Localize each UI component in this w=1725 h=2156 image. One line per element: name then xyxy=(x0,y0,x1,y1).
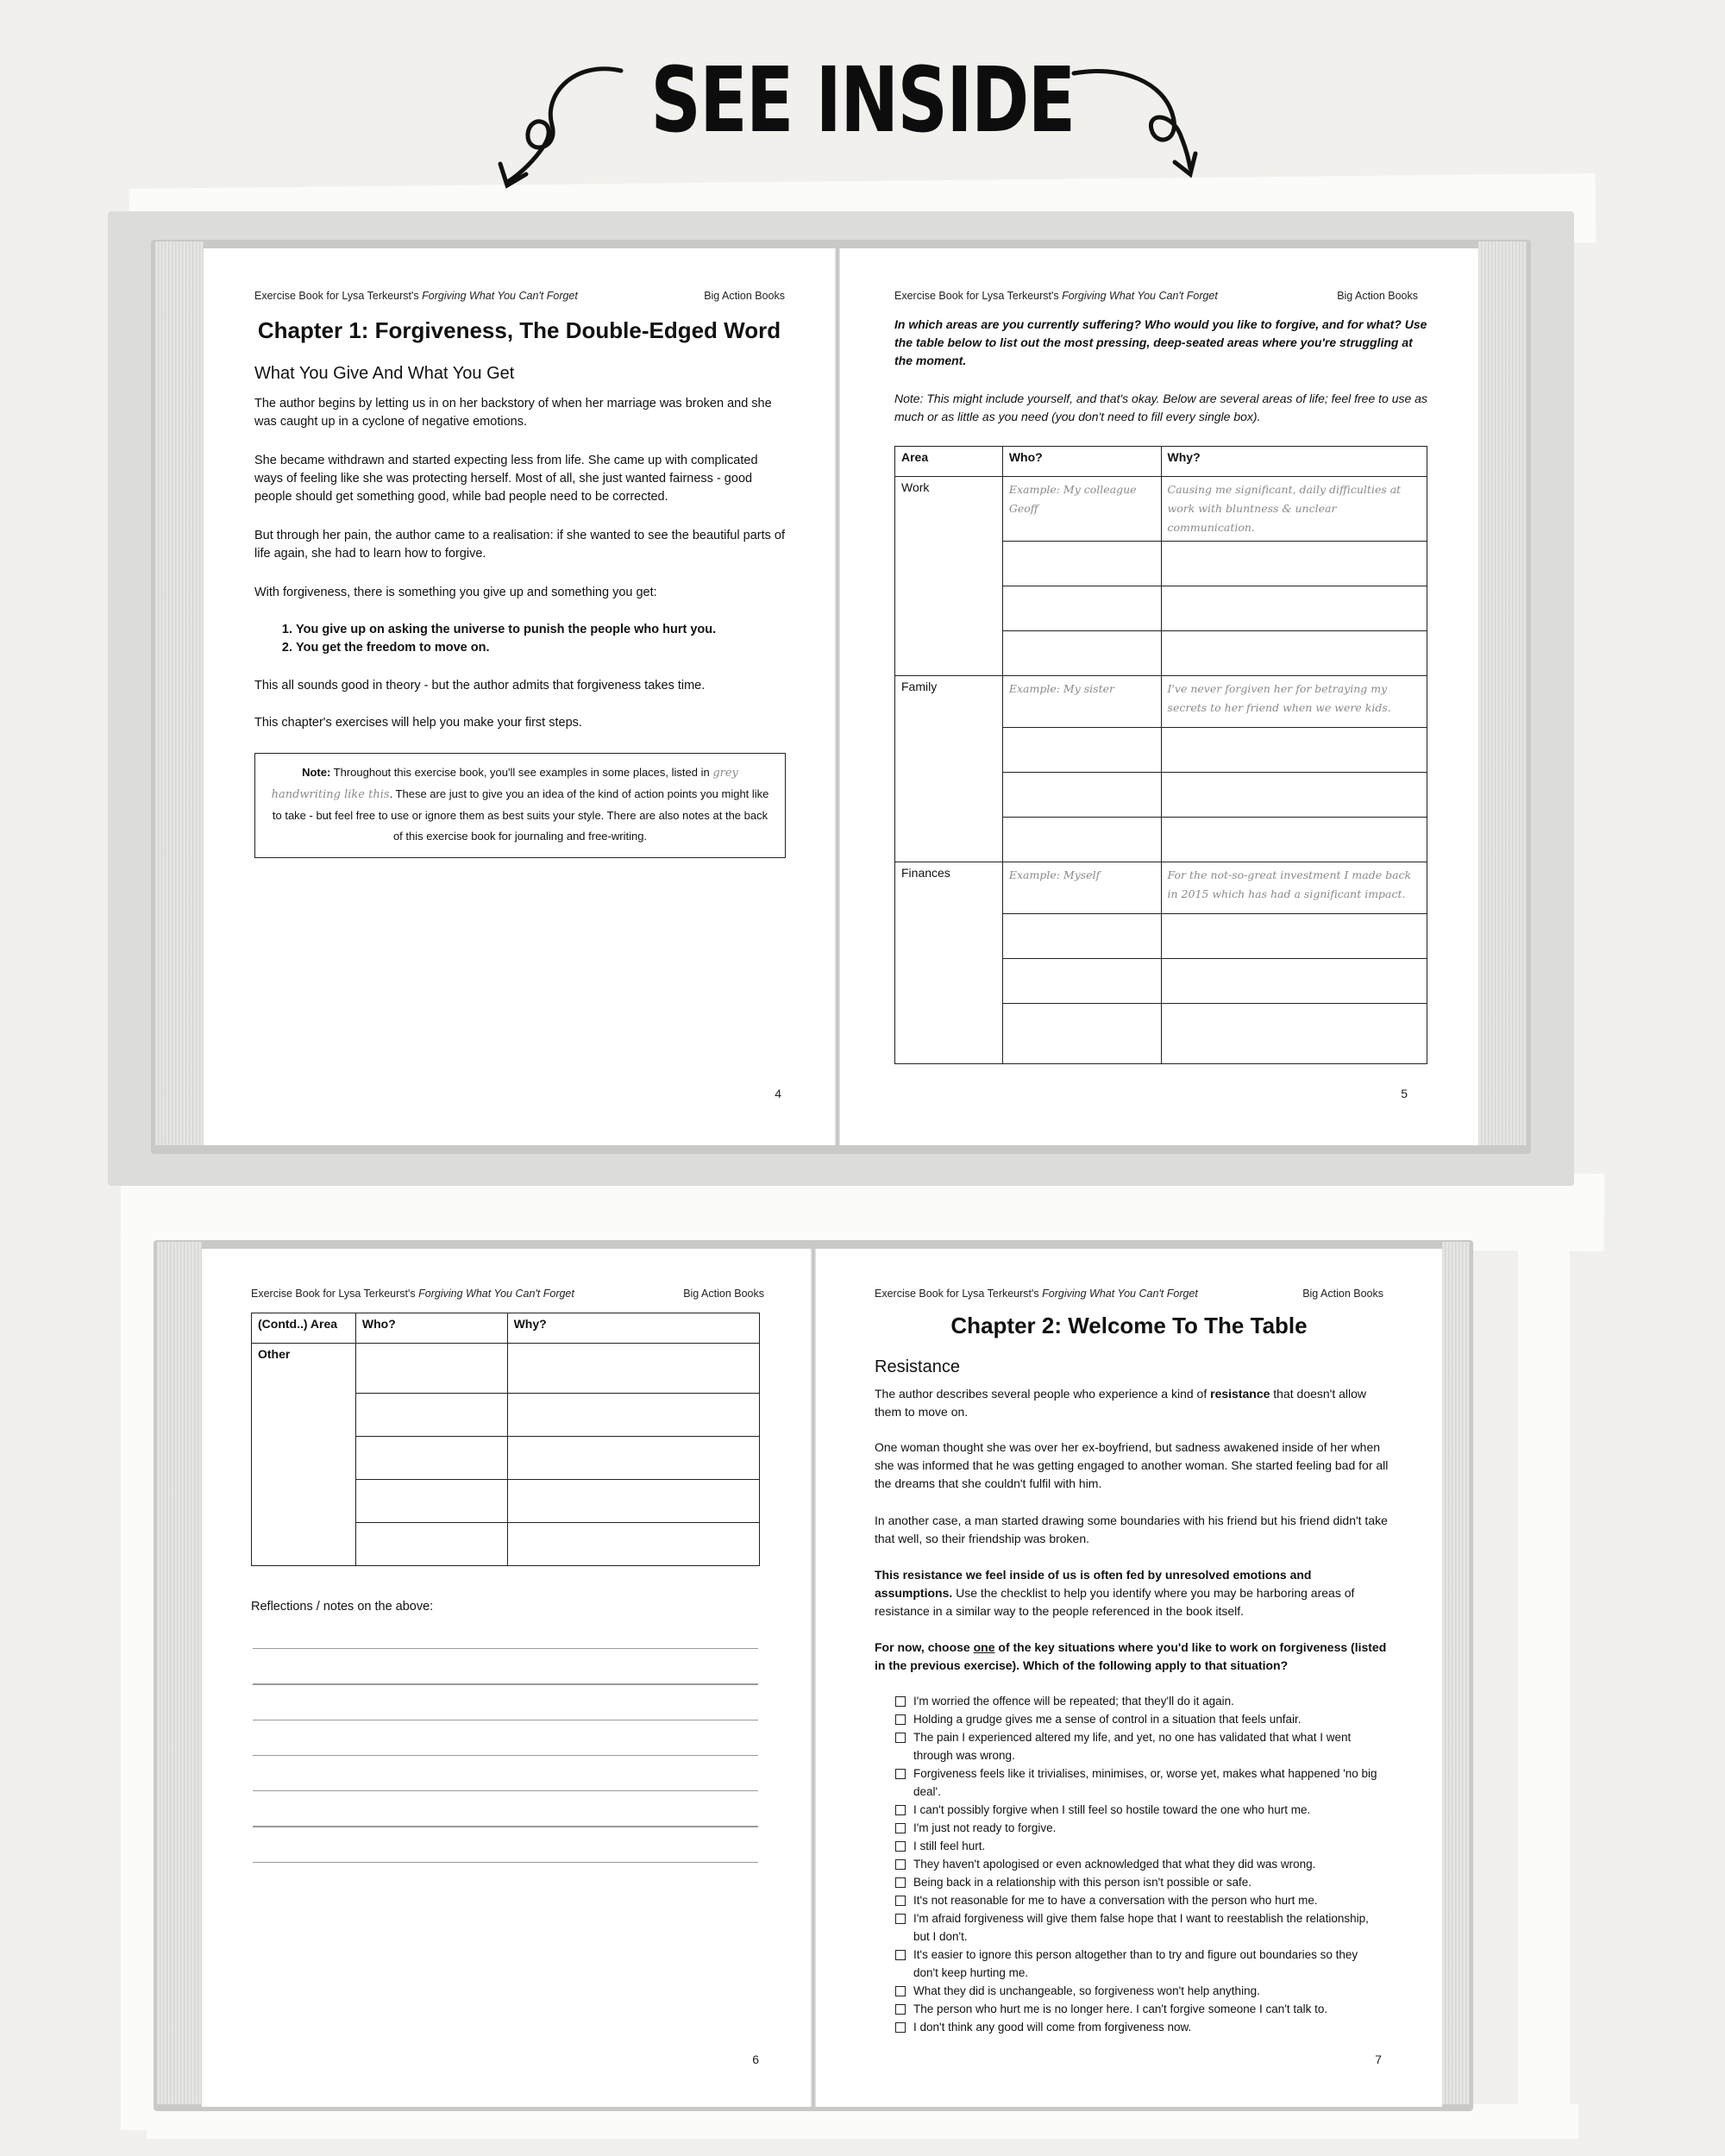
checkbox[interactable] xyxy=(895,1896,906,1906)
writing-line[interactable] xyxy=(253,1790,758,1791)
section-heading: Resistance xyxy=(875,1357,960,1376)
see-inside-title: SEE INSIDE xyxy=(650,47,1075,153)
publisher-header: Big Action Books xyxy=(1302,1288,1383,1300)
page-number: 7 xyxy=(1375,2053,1382,2066)
writing-line[interactable] xyxy=(253,1648,758,1649)
checklist-item[interactable]: I'm worried the offence will be repeated; that they'll do it again. xyxy=(895,1692,1378,1710)
running-header: Exercise Book for Lysa Terkeurst's Forgiving What You Can't Forget xyxy=(251,1288,574,1300)
checkbox[interactable] xyxy=(895,2004,906,2015)
why-cell[interactable] xyxy=(507,1394,759,1437)
forgiveness-table xyxy=(894,446,1427,1064)
writing-line[interactable] xyxy=(253,1683,758,1684)
checklist-item[interactable]: I don't think any good will come from forgiveness now. xyxy=(895,2018,1378,2036)
why-cell[interactable] xyxy=(1161,1004,1427,1064)
why-cell[interactable] xyxy=(1161,542,1427,586)
why-cell[interactable] xyxy=(507,1437,759,1480)
paragraph: In another case, a man started drawing some boundaries with his friend but his friend didn't take that well, so their friendship was broken. xyxy=(875,1514,1388,1545)
who-cell[interactable] xyxy=(1002,728,1161,773)
checklist-item[interactable]: They haven't apologised or even acknowledged that what they did was wrong. xyxy=(895,1855,1378,1873)
numbered-list xyxy=(254,621,789,657)
page-edges-left xyxy=(157,1242,202,2104)
list-item: 1. You give up on asking the universe to punish the people who hurt you. xyxy=(296,621,789,639)
why-cell[interactable] xyxy=(507,1523,759,1566)
publisher-header: Big Action Books xyxy=(683,1288,764,1300)
who-cell[interactable] xyxy=(1002,914,1161,959)
page-5 xyxy=(840,248,1478,1145)
checklist-item[interactable]: Holding a grudge gives me a sense of control in a situation that feels unfair. xyxy=(895,1710,1378,1728)
who-cell[interactable]: Example: My sister xyxy=(1002,676,1161,728)
checkbox[interactable] xyxy=(895,1914,906,1924)
why-cell[interactable]: I've never forgiven her for betraying my secrets to her friend when we were kids. xyxy=(1161,676,1427,728)
resistance-checklist xyxy=(895,1692,1378,2036)
checklist-item[interactable]: The person who hurt me is no longer here. I can't forgive someone I can't talk to. xyxy=(895,2000,1378,2018)
table-row xyxy=(895,477,1427,542)
checkbox[interactable] xyxy=(895,1733,906,1743)
who-cell[interactable] xyxy=(1002,586,1161,631)
who-cell[interactable]: Example: Myself xyxy=(1002,862,1161,914)
writing-line[interactable] xyxy=(253,1862,758,1863)
who-cell[interactable] xyxy=(355,1344,507,1394)
checkbox[interactable] xyxy=(895,1841,906,1852)
checkbox[interactable] xyxy=(895,1823,906,1833)
table-row xyxy=(895,676,1427,728)
checklist-item[interactable]: I'm afraid forgiveness will give them false hope that I want to reestablish the relationship, but I don't. xyxy=(895,1909,1378,1946)
table-header-row xyxy=(895,447,1427,477)
column-header: Who? xyxy=(1002,447,1161,477)
checkbox[interactable] xyxy=(895,1714,906,1725)
who-cell[interactable] xyxy=(355,1394,507,1437)
paragraph: This all sounds good in theory - but the author admits that forgiveness takes time. xyxy=(254,679,706,693)
who-cell[interactable] xyxy=(1002,818,1161,862)
page-4 xyxy=(204,248,835,1145)
paragraph: The author describes several people who experience a kind of resistance that doesn't allow them to move on. xyxy=(875,1387,1367,1419)
publisher-header: Big Action Books xyxy=(1337,290,1418,302)
why-cell[interactable] xyxy=(1161,959,1427,1004)
page-edges-right xyxy=(1478,241,1527,1145)
checkbox[interactable] xyxy=(895,1696,906,1707)
handwriting-sample: grey handwriting like this xyxy=(271,767,738,801)
paragraph: The author begins by letting us in on her backstory of when her marriage was broken and she was caught up in a cyclone of negative emotions. xyxy=(254,397,772,429)
area-cell: Other xyxy=(252,1344,356,1566)
page-number: 6 xyxy=(752,2053,759,2066)
checklist-item[interactable]: Being back in a relationship with this person isn't possible or safe. xyxy=(895,1873,1378,1891)
checkbox[interactable] xyxy=(895,2022,906,2033)
writing-line[interactable] xyxy=(253,1755,758,1756)
checklist-item[interactable]: I can't possibly forgive when I still feel so hostile toward the one who hurt me. xyxy=(895,1801,1378,1819)
writing-line[interactable] xyxy=(253,1826,758,1827)
why-cell[interactable] xyxy=(1161,914,1427,959)
table-header-row xyxy=(252,1313,760,1344)
page-edges-right xyxy=(1442,1242,1470,2104)
paragraph: One woman thought she was over her ex-boyfriend, but sadness awakened inside of her when she was informed that he was getting engaged to another woman. She started feeling bad for all the dreams that she couldn't fulfil with him. xyxy=(875,1440,1389,1490)
section-heading: What You Give And What You Get xyxy=(254,364,515,383)
exercise-question: In which areas are you currently suffering? Who would you like to forgive, and for what? Use the table below to list out the most pressing, deep-seated areas where you're struggling at the moment. xyxy=(894,317,1427,367)
running-header: Exercise Book for Lysa Terkeurst's Forgiving What You Can't Forget xyxy=(254,290,578,302)
why-cell[interactable] xyxy=(507,1480,759,1523)
paragraph: For now, choose one of the key situations where you'd like to work on forgiveness (listed in the previous exercise). Which of the following apply to that situation? xyxy=(875,1640,1387,1672)
reflection-label: Reflections / notes on the above: xyxy=(251,1600,434,1614)
paragraph: With forgiveness, there is something you give up and something you get: xyxy=(254,586,657,599)
why-cell[interactable] xyxy=(1161,773,1427,818)
who-cell[interactable] xyxy=(355,1480,507,1523)
why-cell[interactable]: For the not-so-great investment I made back in 2015 which has had a significant impact. xyxy=(1161,862,1427,914)
page-7 xyxy=(816,1249,1442,2107)
why-cell[interactable]: Causing me significant, daily difficulties at work with bluntness & unclear communication. xyxy=(1161,477,1427,542)
checkbox[interactable] xyxy=(895,1805,906,1815)
checkbox[interactable] xyxy=(895,1859,906,1870)
curly-arrow-right-icon xyxy=(1070,60,1199,190)
checklist-item[interactable]: I'm just not ready to forgive. xyxy=(895,1819,1378,1837)
why-cell[interactable] xyxy=(1161,631,1427,676)
checklist-item[interactable]: Forgiveness feels like it trivialises, minimises, or, worse yet, makes what happened 'no big deal'. xyxy=(895,1764,1378,1801)
area-cell: Finances xyxy=(895,862,1003,1064)
table-row xyxy=(252,1344,760,1394)
checklist-item[interactable]: I still feel hurt. xyxy=(895,1837,1378,1855)
note-box: Note: Throughout this exercise book, you'll see examples in some places, listed in grey handwriting like this. These are just to give you an idea of the kind of action points you might like to take - but feel free to use or ignore them as best suits your style. There are also notes at the back of this exercise book for journaling and free-writing. xyxy=(254,753,786,858)
paragraph: She became withdrawn and started expecting less from life. She came up with complicated ways of feeling like she was protecting herself. Most of all, she just wanted fairness - good people should get something good, while bad people need to be corrected. xyxy=(254,454,758,504)
checkbox[interactable] xyxy=(895,1769,906,1779)
checkbox[interactable] xyxy=(895,1986,906,1996)
running-header: Exercise Book for Lysa Terkeurst's Forgiving What You Can't Forget xyxy=(875,1288,1198,1300)
checklist-item[interactable]: What they did is unchangeable, so forgiveness won't help anything. xyxy=(895,1982,1378,2000)
paragraph: But through her pain, the author came to a realisation: if she wanted to see the beautiful parts of life again, she had to learn how to forgive. xyxy=(254,529,786,561)
why-cell[interactable] xyxy=(507,1344,759,1394)
column-header: Why? xyxy=(1161,447,1427,477)
chapter-title: Chapter 2: Welcome To The Table xyxy=(950,1313,1308,1338)
page-edges-left xyxy=(155,241,204,1145)
page-number: 5 xyxy=(1401,1087,1408,1100)
checklist-item[interactable]: It's easier to ignore this person altogether than to try and figure out boundaries so they don't keep hurting me. xyxy=(895,1946,1378,1982)
column-header: (Contd..) Area xyxy=(252,1313,356,1344)
who-cell[interactable]: Example: My colleague Geoff xyxy=(1002,477,1161,542)
who-cell[interactable] xyxy=(1002,631,1161,676)
paragraph: This resistance we feel inside of us is often fed by unresolved emotions and assumptions. Use the checklist to help you identify where you may be harboring areas of resistance in a similar way to the people referenced in the book itself. xyxy=(875,1568,1355,1618)
area-cell: Work xyxy=(895,477,1003,676)
why-cell[interactable] xyxy=(1161,818,1427,862)
chapter-title: Chapter 1: Forgiveness, The Double-Edged Word xyxy=(257,317,781,343)
running-header: Exercise Book for Lysa Terkeurst's Forgiving What You Can't Forget xyxy=(894,290,1218,302)
writing-lines[interactable] xyxy=(253,1648,758,1897)
page-number: 4 xyxy=(775,1087,781,1100)
table-row xyxy=(895,862,1427,914)
checkbox[interactable] xyxy=(895,1950,906,1960)
who-cell[interactable] xyxy=(1002,773,1161,818)
who-cell[interactable] xyxy=(355,1437,507,1480)
column-header: Area xyxy=(895,447,1003,477)
column-header: Why? xyxy=(507,1313,759,1344)
forgiveness-table-continued xyxy=(251,1313,760,1566)
who-cell[interactable] xyxy=(355,1523,507,1566)
checkbox[interactable] xyxy=(895,1877,906,1888)
checklist-item[interactable]: The pain I experienced altered my life, and yet, no one has validated that what I went through was wrong. xyxy=(895,1728,1378,1764)
who-cell[interactable] xyxy=(1002,1004,1161,1064)
curly-arrow-left-icon xyxy=(492,60,630,190)
exercise-note: Note: This might include yourself, and that's okay. Below are several areas of life; feel free to use as much or as little as you need (you don't need to fill every single box). xyxy=(894,392,1427,423)
checklist-item[interactable]: It's not reasonable for me to have a conversation with the person who hurt me. xyxy=(895,1891,1378,1909)
why-cell[interactable] xyxy=(1161,586,1427,631)
who-cell[interactable] xyxy=(1002,959,1161,1004)
paragraph: This chapter's exercises will help you make your first steps. xyxy=(254,716,582,730)
page-6 xyxy=(202,1249,811,2107)
brush-stroke-right xyxy=(1518,1147,1570,2130)
who-cell[interactable] xyxy=(1002,542,1161,586)
why-cell[interactable] xyxy=(1161,728,1427,773)
area-cell: Family xyxy=(895,676,1003,862)
column-header: Who? xyxy=(355,1313,507,1344)
publisher-header: Big Action Books xyxy=(704,290,785,302)
list-item: 2. You get the freedom to move on. xyxy=(296,639,789,657)
